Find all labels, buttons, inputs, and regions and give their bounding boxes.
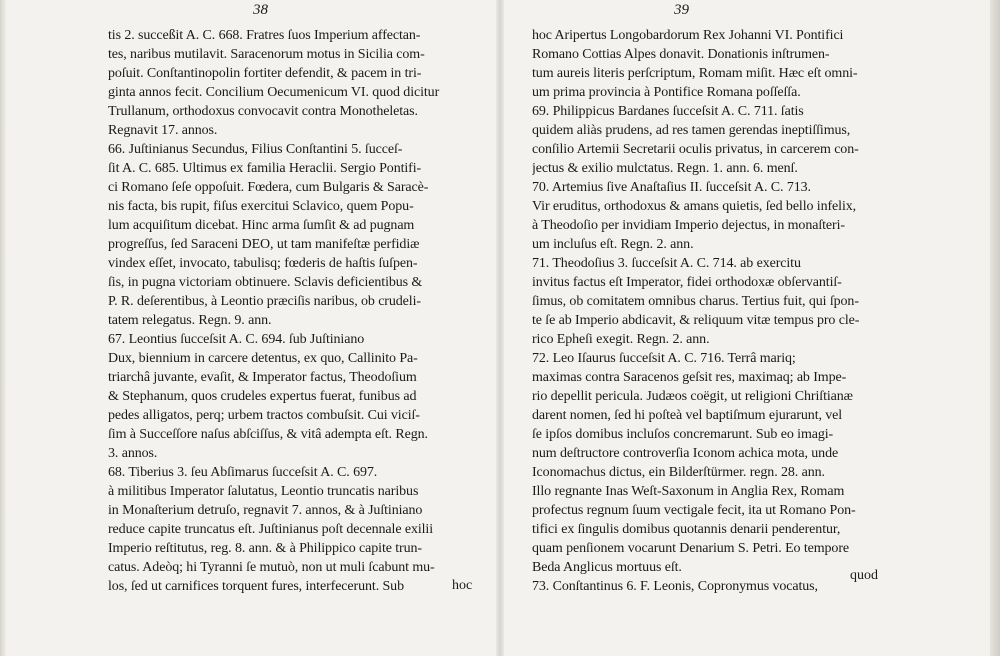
right-page-text bbox=[532, 26, 884, 596]
text-line: hoc Aripertus Longobardorum Rex Johanni VI. Pontifici bbox=[532, 28, 844, 43]
text-line: ſis, in pugna victoriam obtinuere. Sclavis deficientibus & bbox=[108, 275, 423, 290]
catchword-right: quod bbox=[850, 568, 878, 583]
text-line: quidem aliàs prudens, ad res tamen gerendas ineptiſſimus, bbox=[532, 123, 851, 138]
text-line: num deſtructore controverſia Iconom achica mota, unde bbox=[532, 446, 839, 461]
text-line: ſimus, ob comitatem omnibus charus. Tertius fuit, qui ſpon- bbox=[532, 294, 859, 309]
text-line: 66. Juſtinianus Secundus, Filius Conſtantini 5. ſucceſ- bbox=[108, 142, 403, 157]
text-line: pedes alligatos, perq; urbem tractos combuſsit. Cui viciſ- bbox=[108, 408, 420, 423]
text-line: reduce capite truncatus eſt. Juſtinianus poſt decennale exilii bbox=[108, 522, 434, 537]
text-line: 68. Tiberius 3. ſeu Abſimarus ſucceſsit A. C. 697. bbox=[108, 465, 378, 480]
text-line: nis facta, bis rupit, fiſus exercitui Sclavico, quem Popu- bbox=[108, 199, 414, 214]
text-line: 73. Conſtantinus 6. F. Leonis, Copronymus vocatus, bbox=[532, 579, 818, 594]
text-line: jectus & exilio mulctatus. Regn. 1. ann. 6. menſ. bbox=[532, 161, 798, 176]
text-line: rico Epheſi exegit. Regn. 2. ann. bbox=[532, 332, 710, 347]
text-line: à Theodoſio per invidiam Imperio dejectus, in monaſteri- bbox=[532, 218, 845, 233]
text-line: lum acquiſitum dicebat. Hinc arma ſumſit & ad pugnam bbox=[108, 218, 415, 233]
text-line: 72. Leo Iſaurus ſucceſsit A. C. 716. Terrâ mariq; bbox=[532, 351, 796, 366]
text-line: ſe ipſos domibus incluſos concremarunt. Sub eo imagi- bbox=[532, 427, 834, 442]
text-line: P. R. deſerentibus, à Leontio præciſis naribus, ob crudeli- bbox=[108, 294, 421, 309]
text-line: 71. Theodoſius 3. ſucceſsit A. C. 714. ab exercitu bbox=[532, 256, 801, 271]
text-line: Imperio reſtitutus, reg. 8. ann. & à Philippico capite trun- bbox=[108, 541, 422, 556]
text-line: darent nomen, ſed hi poſteà vel baptiſmum ejurarunt, vel bbox=[532, 408, 843, 423]
text-line: & Stephanum, quos crudeles expertus fuerat, funibus ad bbox=[108, 389, 417, 404]
text-line: 67. Leontius ſucceſsit A. C. 694. ſub Juſtiniano bbox=[108, 332, 365, 347]
text-line: Beda Anglicus mortuus eſt. bbox=[532, 560, 682, 575]
text-line: triarchâ juvante, evaſit, & Imperator factus, Theodoſium bbox=[108, 370, 417, 385]
text-line: poſuit. Conſtantinopolin fortiter defendit, & pacem in tri- bbox=[108, 66, 422, 81]
text-line: ſim à Succeſſore naſus abſciſſus, & vitâ adempta eſt. Regn. bbox=[108, 427, 428, 442]
text-line: ginta annos fecit. Concilium Oecumenicum VI. quod dicitur bbox=[108, 85, 440, 100]
text-line: um prima provincia à Pontifice Romana poſſeſſa. bbox=[532, 85, 801, 100]
page-number-left: 38 bbox=[253, 2, 268, 18]
text-line: rio depellit pericula. Judæos coëgit, ut religioni Chriſtianæ bbox=[532, 389, 853, 404]
text-line: tum aureis literis perſcriptum, Romam miſit. Hæc eſt omni- bbox=[532, 66, 858, 81]
text-line: maximas contra Saracenos geſsit res, maximaq; ab Impe- bbox=[532, 370, 847, 385]
text-line: 69. Philippicus Bardanes ſucceſsit A. C. 711. ſatis bbox=[532, 104, 804, 119]
text-line: Vir eruditus, orthodoxus & amans quietis, ſed bello infelix, bbox=[532, 199, 857, 214]
left-page-text bbox=[108, 26, 466, 596]
text-line: 70. Artemius ſive Anaſtaſius II. ſucceſsit A. C. 713. bbox=[532, 180, 811, 195]
text-line: Dux, biennium in carcere detentus, ex quo, Callinito Pa- bbox=[108, 351, 418, 366]
text-line: Regnavit 17. annos. bbox=[108, 123, 218, 138]
right-page bbox=[500, 0, 1000, 656]
page-edge-right bbox=[990, 0, 1000, 656]
text-line: te ſe ab Imperio abdicavit, & reliquum vitæ tempus pro cle- bbox=[532, 313, 860, 328]
text-line: catus. Adeòq; hi Tyranni ſe mutuò, non ut muli ſcabunt mu- bbox=[108, 560, 435, 575]
text-line: Illo regnante Inas Weſt-Saxonum in Anglia Rex, Romam bbox=[532, 484, 845, 499]
text-line: profectus regnum ſuum vectigale fecit, ita ut Romano Pon- bbox=[532, 503, 856, 518]
text-line: tes, naribus mutilavit. Saracenorum motus in Sicilia com- bbox=[108, 47, 425, 62]
page-number-right: 39 bbox=[674, 2, 689, 18]
text-line: Iconomachus dictus, ein Bilderſtürmer. regn. 28. ann. bbox=[532, 465, 825, 480]
text-line: à militibus Imperator ſalutatus, Leontio truncatis naribus bbox=[108, 484, 419, 499]
text-line: progreſſus, ſed Saraceni DEO, ut tam manifeſtæ perfidiæ bbox=[108, 237, 420, 252]
text-line: invitus factus eſt Imperator, fidei orthodoxæ obſervantiſ- bbox=[532, 275, 842, 290]
catchword-left: hoc bbox=[452, 578, 473, 593]
text-line: los, ſed ut carnifices torquent fures, interfecerunt. Sub bbox=[108, 579, 404, 594]
text-line: tifici ex ſingulis domibus quotannis denarii penderentur, bbox=[532, 522, 841, 537]
text-line: in Monaſterium detruſo, regnavit 7. annos, & à Juſtiniano bbox=[108, 503, 423, 518]
text-line: quam penſionem vocarunt Denarium S. Petri. Eo tempore bbox=[532, 541, 850, 556]
text-line: tis 2. succeßit A. C. 668. Fratres ſuos Imperium affectan- bbox=[108, 28, 421, 43]
text-line: um incluſus eſt. Regn. 2. ann. bbox=[532, 237, 694, 252]
text-line: ſit A. C. 685. Ultimus ex familia Heraclii. Sergio Pontifi- bbox=[108, 161, 422, 176]
text-line: ci Romano ſeſe oppoſuit. Fœdera, cum Bulgaris & Saracè- bbox=[108, 180, 429, 195]
text-line: Trullanum, orthodoxus convocavit contra Monotheletas. bbox=[108, 104, 418, 119]
text-line: 3. annos. bbox=[108, 446, 158, 461]
text-line: tatem relegatus. Regn. 9. ann. bbox=[108, 313, 272, 328]
text-line: Romano Cottias Alpes donavit. Donationis inſtrumen- bbox=[532, 47, 830, 62]
text-line: vindex eſſet, invocato, tabulisq; fœderis de haſtis ſuſpen- bbox=[108, 256, 418, 271]
text-line: conſilio Artemii Secretarii oculis privatus, in carcerem con- bbox=[532, 142, 859, 157]
